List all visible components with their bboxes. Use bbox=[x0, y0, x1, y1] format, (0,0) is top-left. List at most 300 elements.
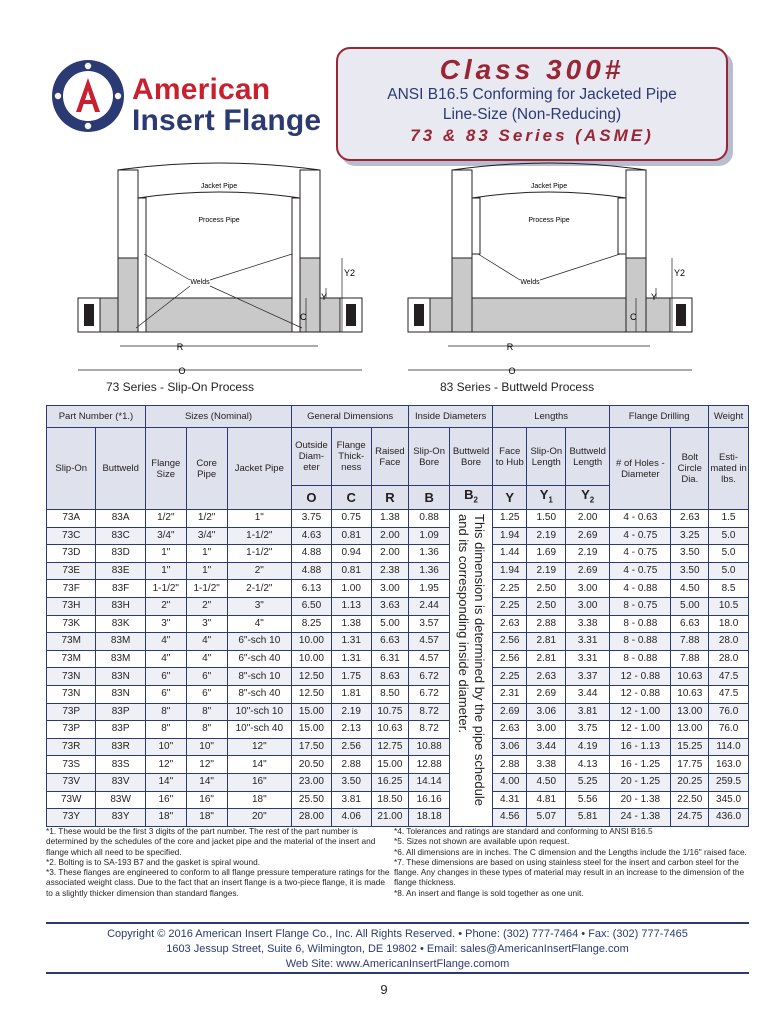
table-cell: 28.0 bbox=[709, 633, 749, 651]
table-cell: 10"-sch 10 bbox=[227, 703, 292, 721]
y-label: Y bbox=[651, 292, 658, 302]
table-cell: 12.88 bbox=[409, 756, 450, 774]
table-cell: 2.69 bbox=[527, 685, 566, 703]
table-cell: 12.75 bbox=[371, 738, 409, 756]
process-pipe-label: Process Pipe bbox=[198, 217, 240, 224]
table-cell: 21.00 bbox=[371, 809, 409, 827]
table-cell: 6.13 bbox=[292, 580, 332, 598]
col-weight: Esti-mated in lbs. bbox=[709, 428, 749, 510]
table-cell: 6" bbox=[145, 685, 186, 703]
group-flange-drilling: Flange Drilling bbox=[610, 406, 709, 428]
table-cell: 4.88 bbox=[292, 562, 332, 580]
table-cell: 15.00 bbox=[292, 721, 332, 739]
notes-right bbox=[394, 826, 749, 898]
table-cell: 3.81 bbox=[566, 703, 610, 721]
table-row bbox=[47, 791, 749, 809]
table-cell: 22.50 bbox=[671, 791, 709, 809]
table-cell: 3.63 bbox=[371, 597, 409, 615]
table-cell: 18.0 bbox=[709, 615, 749, 633]
table-cell: 114.0 bbox=[709, 738, 749, 756]
table-cell: 16.16 bbox=[409, 791, 450, 809]
table-cell: 6.72 bbox=[409, 685, 450, 703]
col-flange-thickness: Flange Thick-ness bbox=[331, 428, 371, 486]
col-buttweld: Buttweld bbox=[96, 428, 145, 510]
table-cell: 3.50 bbox=[671, 562, 709, 580]
welds-label: Welds bbox=[520, 279, 540, 286]
table-cell: 2.13 bbox=[331, 721, 371, 739]
table-cell: 3.44 bbox=[566, 685, 610, 703]
table-row bbox=[47, 597, 749, 615]
table-cell: 20 - 1.25 bbox=[610, 773, 671, 791]
table-cell: 73N bbox=[47, 668, 96, 686]
table-cell: 47.5 bbox=[709, 685, 749, 703]
table-cell: 1.81 bbox=[331, 685, 371, 703]
table-cell: 5.07 bbox=[527, 809, 566, 827]
brand-line-1: American bbox=[132, 73, 271, 106]
table-cell: 10.88 bbox=[409, 738, 450, 756]
table-cell: 3" bbox=[186, 615, 227, 633]
table-cell: 12" bbox=[145, 756, 186, 774]
table-cell: 83D bbox=[96, 545, 145, 563]
table-cell: 16" bbox=[186, 791, 227, 809]
table-cell: 73P bbox=[47, 703, 96, 721]
table-cell: 1.38 bbox=[371, 510, 409, 528]
col-slip-on-length: Slip-On Length bbox=[527, 428, 566, 486]
table-cell: 1.09 bbox=[409, 527, 450, 545]
buttweld-caption: 83 Series - Buttweld Process bbox=[440, 380, 595, 394]
company-logo bbox=[50, 58, 126, 134]
table-cell: 2.00 bbox=[566, 510, 610, 528]
table-cell: 3.06 bbox=[527, 703, 566, 721]
table-cell: 73P bbox=[47, 721, 96, 739]
table-cell: 1.94 bbox=[493, 562, 527, 580]
subtitle-line-size: Line-Size (Non-Reducing) bbox=[442, 106, 622, 123]
y2-label: Y2 bbox=[344, 268, 356, 278]
table-cell: 2.63 bbox=[527, 668, 566, 686]
table-cell: 5.0 bbox=[709, 562, 749, 580]
table-cell: 3" bbox=[227, 597, 292, 615]
table-cell: 4.50 bbox=[527, 773, 566, 791]
table-cell: 8" bbox=[186, 703, 227, 721]
welds-label: Welds bbox=[190, 279, 210, 286]
table-cell: 2" bbox=[227, 562, 292, 580]
table-cell: 5.00 bbox=[371, 615, 409, 633]
table-row bbox=[47, 562, 749, 580]
table-cell: 4.06 bbox=[331, 809, 371, 827]
table-cell: 83Y bbox=[96, 809, 145, 827]
table-cell: 2.56 bbox=[493, 633, 527, 651]
table-cell: 6" bbox=[186, 685, 227, 703]
table-cell: 163.0 bbox=[709, 756, 749, 774]
table-cell: 1.69 bbox=[527, 545, 566, 563]
table-cell: 14" bbox=[145, 773, 186, 791]
table-cell: 24 - 1.38 bbox=[610, 809, 671, 827]
col-face-to-hub: Face to Hub bbox=[493, 428, 527, 486]
table-cell: 0.75 bbox=[331, 510, 371, 528]
table-row bbox=[47, 703, 749, 721]
table-cell: 2.19 bbox=[566, 545, 610, 563]
table-cell: 4" bbox=[227, 615, 292, 633]
table-cell: 73E bbox=[47, 562, 96, 580]
table-cell: 83R bbox=[96, 738, 145, 756]
table-cell: 12 - 1.00 bbox=[610, 721, 671, 739]
table-row bbox=[47, 527, 749, 545]
buttweld-bore-note-text: This dimension is determined by the pipe schedule and its corresponding inside diameter. bbox=[456, 514, 488, 806]
table-cell: 10" bbox=[186, 738, 227, 756]
table-cell: 0.94 bbox=[331, 545, 371, 563]
table-cell: 3.50 bbox=[671, 545, 709, 563]
table-cell: 8.50 bbox=[371, 685, 409, 703]
table-cell: 1.36 bbox=[409, 562, 450, 580]
table-cell: 2.25 bbox=[493, 597, 527, 615]
table-cell: 345.0 bbox=[709, 791, 749, 809]
table-cell: 28.0 bbox=[709, 650, 749, 668]
table-cell: 8.72 bbox=[409, 703, 450, 721]
table-cell: 18" bbox=[186, 809, 227, 827]
table-cell: 2" bbox=[145, 597, 186, 615]
table-cell: 10.63 bbox=[371, 721, 409, 739]
table-cell: 3.31 bbox=[566, 650, 610, 668]
table-cell: 10.63 bbox=[671, 685, 709, 703]
table-cell: 15.00 bbox=[371, 756, 409, 774]
brand-line-2: Insert Flange bbox=[132, 104, 322, 137]
symbol-b2: $B_2$ bbox=[450, 486, 493, 510]
table-cell: 6.63 bbox=[671, 615, 709, 633]
table-cell: 73K bbox=[47, 615, 96, 633]
process-pipe-label: Process Pipe bbox=[528, 217, 570, 224]
symbol-y: Y bbox=[493, 486, 527, 510]
table-cell: 1.95 bbox=[409, 580, 450, 598]
dimensions-table bbox=[46, 405, 749, 827]
table-cell: 2" bbox=[186, 597, 227, 615]
table-cell: 4 - 0.63 bbox=[610, 510, 671, 528]
r-label: R bbox=[506, 342, 514, 352]
group-inside-diameters: Inside Diameters bbox=[409, 406, 493, 428]
table-cell: 2.56 bbox=[331, 738, 371, 756]
table-cell: 10.00 bbox=[292, 650, 332, 668]
note-item: *3. These flanges are engineered to conform to all flange pressure temperature ratings for the associated weight class. Due to the fact that an insert flange is a two-piece flange, it is made to a slightly thicker dimension than standard flanges. bbox=[46, 867, 390, 898]
table-cell: 3.31 bbox=[566, 633, 610, 651]
table-cell: 83H bbox=[96, 597, 145, 615]
table-cell: 259.5 bbox=[709, 773, 749, 791]
series-title: 73 & 83 Series (ASME) bbox=[410, 126, 654, 145]
y2-label: Y2 bbox=[674, 268, 686, 278]
table-cell: 1.25 bbox=[493, 510, 527, 528]
table-cell: 3.00 bbox=[371, 580, 409, 598]
note-item: *7. These dimensions are based on using stainless steel for the insert and carbon steel for the flange. Any changes in these types of material may result in an increase to the dimension of the flange thickness. bbox=[394, 856, 745, 888]
table-cell: 73F bbox=[47, 580, 96, 598]
table-row bbox=[47, 773, 749, 791]
table-cell: 3.00 bbox=[566, 580, 610, 598]
table-cell: 12 - 0.88 bbox=[610, 685, 671, 703]
table-cell: 2.00 bbox=[371, 527, 409, 545]
buttweld-drawing bbox=[400, 158, 700, 380]
table-cell: 3.57 bbox=[409, 615, 450, 633]
table-cell: 10.63 bbox=[671, 668, 709, 686]
table-cell: 4" bbox=[186, 633, 227, 651]
table-cell: 7.88 bbox=[671, 633, 709, 651]
table-cell: 8 - 0.75 bbox=[610, 597, 671, 615]
table-cell: 8.25 bbox=[292, 615, 332, 633]
table-cell: 10.75 bbox=[371, 703, 409, 721]
table-cell: 4.56 bbox=[493, 809, 527, 827]
table-cell: 20.50 bbox=[292, 756, 332, 774]
table-cell: 1.13 bbox=[331, 597, 371, 615]
table-cell: 15.25 bbox=[671, 738, 709, 756]
table-cell: 47.5 bbox=[709, 668, 749, 686]
table-cell: 2.50 bbox=[527, 597, 566, 615]
table-cell: 6.63 bbox=[371, 633, 409, 651]
table-cell: 20" bbox=[227, 809, 292, 827]
table-row bbox=[47, 809, 749, 827]
col-slip-on-bore: Slip-On Bore bbox=[409, 428, 450, 486]
footer-copyright: Copyright © 2016 American Insert Flange Co., Inc. All Rights Reserved. • Phone: (302) 777-7464 • Fax: (302) 777-7465 bbox=[107, 928, 688, 940]
table-cell: 83P bbox=[96, 721, 145, 739]
table-cell: 8.72 bbox=[409, 721, 450, 739]
table-cell: 3.75 bbox=[292, 510, 332, 528]
o-label: O bbox=[178, 366, 186, 376]
table-cell: 83S bbox=[96, 756, 145, 774]
notes-left bbox=[46, 826, 390, 898]
table-cell: 6" bbox=[186, 668, 227, 686]
table-cell: 2.56 bbox=[493, 650, 527, 668]
table-cell: 1" bbox=[186, 562, 227, 580]
group-sizes: Sizes (Nominal) bbox=[145, 406, 291, 428]
table-cell: 16 - 1.25 bbox=[610, 756, 671, 774]
table-cell: 3.00 bbox=[527, 721, 566, 739]
table-cell: 8" bbox=[145, 721, 186, 739]
footer bbox=[46, 922, 749, 974]
table-cell: 7.88 bbox=[671, 650, 709, 668]
col-raised-face: Raised Face bbox=[371, 428, 409, 486]
table-cell: 4.57 bbox=[409, 650, 450, 668]
table-cell: 1" bbox=[227, 510, 292, 528]
table-cell: 12.50 bbox=[292, 685, 332, 703]
table-cell: 16.25 bbox=[371, 773, 409, 791]
note-item: *8. An insert and flange is sold together as one unit. bbox=[394, 887, 584, 898]
table-cell: 0.88 bbox=[409, 510, 450, 528]
table-cell: 4.13 bbox=[566, 756, 610, 774]
note-item: *1. These would be the first 3 digits of the part number. The rest of the part number is determined by the schedules of the core and jacket pipe and the material of the insert and flange which all need to be specified. bbox=[46, 826, 376, 857]
table-cell: 1-1/2" bbox=[186, 580, 227, 598]
symbol-y1: $Y_1$ bbox=[527, 486, 566, 510]
table-cell: 76.0 bbox=[709, 703, 749, 721]
table-cell: 2.88 bbox=[493, 756, 527, 774]
table-cell: 14" bbox=[186, 773, 227, 791]
page-number: 9 bbox=[380, 982, 388, 997]
note-item: *4. Tolerances and ratings are standard and conforming to ANSI B16.5 bbox=[394, 826, 653, 836]
table-cell: 2.38 bbox=[371, 562, 409, 580]
table-row bbox=[47, 633, 749, 651]
table-cell: 73S bbox=[47, 756, 96, 774]
table-cell: 4.57 bbox=[409, 633, 450, 651]
table-cell: 2.81 bbox=[527, 633, 566, 651]
table-cell: 8.5 bbox=[709, 580, 749, 598]
table-cell: 6" bbox=[145, 668, 186, 686]
group-part-number: Part Number (*1.) bbox=[47, 406, 146, 428]
table-cell: 8 - 0.88 bbox=[610, 650, 671, 668]
table-row bbox=[47, 615, 749, 633]
table-cell: 73Y bbox=[47, 809, 96, 827]
table-cell: 1" bbox=[145, 562, 186, 580]
table-cell: 2.50 bbox=[527, 580, 566, 598]
col-holes: # of Holes - Diameter bbox=[610, 428, 671, 510]
table-cell: 0.81 bbox=[331, 527, 371, 545]
table-cell: 24.75 bbox=[671, 809, 709, 827]
table-cell: 2.00 bbox=[371, 545, 409, 563]
table-cell: 4.88 bbox=[292, 545, 332, 563]
table-cell: 3" bbox=[145, 615, 186, 633]
table-cell: 1.50 bbox=[527, 510, 566, 528]
table-cell: 4 - 0.75 bbox=[610, 527, 671, 545]
table-cell: 2.81 bbox=[527, 650, 566, 668]
table-cell: 18.18 bbox=[409, 809, 450, 827]
table-cell: 1/2" bbox=[145, 510, 186, 528]
table-cell: 3.50 bbox=[331, 773, 371, 791]
table-row bbox=[47, 756, 749, 774]
buttweld-bore-note bbox=[450, 510, 493, 827]
table-cell: 2.69 bbox=[566, 562, 610, 580]
table-row bbox=[47, 685, 749, 703]
table-cell: 1.31 bbox=[331, 650, 371, 668]
table-cell: 5.81 bbox=[566, 809, 610, 827]
table-cell: 3/4" bbox=[145, 527, 186, 545]
table-cell: 12.50 bbox=[292, 668, 332, 686]
symbol-o: O bbox=[292, 486, 332, 510]
table-cell: 4.19 bbox=[566, 738, 610, 756]
table-cell: 436.0 bbox=[709, 809, 749, 827]
symbol-c: C bbox=[331, 486, 371, 510]
table-cell: 3.06 bbox=[493, 738, 527, 756]
table-cell: 10" bbox=[145, 738, 186, 756]
table-cell: 83E bbox=[96, 562, 145, 580]
table-cell: 2.44 bbox=[409, 597, 450, 615]
table-cell: 5.25 bbox=[566, 773, 610, 791]
col-outside-diameter: Outside Diam-eter bbox=[292, 428, 332, 486]
jacket-pipe-label: Jacket Pipe bbox=[530, 183, 568, 190]
table-cell: 1-1/2" bbox=[145, 580, 186, 598]
table-cell: 6.72 bbox=[409, 668, 450, 686]
table-cell: 3.25 bbox=[671, 527, 709, 545]
table-cell: 4.81 bbox=[527, 791, 566, 809]
table-cell: 8 - 0.88 bbox=[610, 615, 671, 633]
table-cell: 4.31 bbox=[493, 791, 527, 809]
table-cell: 12" bbox=[186, 756, 227, 774]
table-cell: 8"-sch 40 bbox=[227, 685, 292, 703]
table-cell: 13.00 bbox=[671, 703, 709, 721]
table-cell: 14.14 bbox=[409, 773, 450, 791]
symbol-y2: $Y_2$ bbox=[566, 486, 610, 510]
col-buttweld-bore: Buttweld Bore bbox=[450, 428, 493, 486]
col-buttweld-length: Buttweld Length bbox=[566, 428, 610, 486]
table-cell: 6"-sch 10 bbox=[227, 633, 292, 651]
table-cell: 1-1/2" bbox=[227, 527, 292, 545]
table-row bbox=[47, 580, 749, 598]
table-cell: 3.38 bbox=[527, 756, 566, 774]
table-cell: 12 - 0.88 bbox=[610, 668, 671, 686]
table-cell: 2.88 bbox=[331, 756, 371, 774]
table-cell: 12 - 1.00 bbox=[610, 703, 671, 721]
table-cell: 8"-sch 10 bbox=[227, 668, 292, 686]
table-cell: 18" bbox=[145, 809, 186, 827]
col-bolt-circle: Bolt Circle Dia. bbox=[671, 428, 709, 510]
table-cell: 73W bbox=[47, 791, 96, 809]
table-row bbox=[47, 668, 749, 686]
table-cell: 2.25 bbox=[493, 668, 527, 686]
c-label: C bbox=[630, 312, 637, 322]
table-cell: 4.00 bbox=[493, 773, 527, 791]
symbol-b: B bbox=[409, 486, 450, 510]
table-cell: 2.19 bbox=[527, 527, 566, 545]
footer-address: 1603 Jessup Street, Suite 6, Wilmington, DE 19802 • Email: sales@AmericanInsertFlange.com bbox=[166, 943, 629, 955]
table-cell: 2.25 bbox=[493, 580, 527, 598]
table-cell: 2.19 bbox=[527, 562, 566, 580]
table-cell: 5.0 bbox=[709, 527, 749, 545]
table-cell: 73N bbox=[47, 685, 96, 703]
group-general-dimensions: General Dimensions bbox=[292, 406, 409, 428]
table-cell: 2.88 bbox=[527, 615, 566, 633]
table-cell: 4 - 0.75 bbox=[610, 562, 671, 580]
table-cell: 83C bbox=[96, 527, 145, 545]
table-cell: 1.00 bbox=[331, 580, 371, 598]
table-cell: 16 - 1.13 bbox=[610, 738, 671, 756]
col-slip-on: Slip-On bbox=[47, 428, 96, 510]
note-item: *2. Bolting is to SA-193 B7 and the gasket is spiral wound. bbox=[46, 856, 261, 867]
table-cell: 17.50 bbox=[292, 738, 332, 756]
table-row bbox=[47, 721, 749, 739]
table-cell: 83P bbox=[96, 703, 145, 721]
table-row bbox=[47, 650, 749, 668]
c-label: C bbox=[300, 312, 307, 322]
table-cell: 23.00 bbox=[292, 773, 332, 791]
table-cell: 4" bbox=[145, 633, 186, 651]
table-cell: 83K bbox=[96, 615, 145, 633]
table-cell: 1.31 bbox=[331, 633, 371, 651]
table-cell: 83M bbox=[96, 633, 145, 651]
table-cell: 2.69 bbox=[566, 527, 610, 545]
table-cell: 73R bbox=[47, 738, 96, 756]
col-flange-size: Flange Size bbox=[145, 428, 186, 510]
table-row bbox=[47, 545, 749, 563]
o-label: O bbox=[508, 366, 516, 376]
table-cell: 4 - 0.75 bbox=[610, 545, 671, 563]
table-cell: 73M bbox=[47, 633, 96, 651]
title-box bbox=[336, 47, 728, 161]
table-cell: 73A bbox=[47, 510, 96, 528]
table-row bbox=[47, 738, 749, 756]
y-label: Y bbox=[321, 292, 328, 302]
table-cell: 1/2" bbox=[186, 510, 227, 528]
table-cell: 10.5 bbox=[709, 597, 749, 615]
jacket-pipe-label: Jacket Pipe bbox=[200, 183, 238, 190]
table-cell: 8.63 bbox=[371, 668, 409, 686]
table-cell: 3/4" bbox=[186, 527, 227, 545]
table-cell: 1.5 bbox=[709, 510, 749, 528]
table-cell: 2.69 bbox=[493, 703, 527, 721]
table-cell: 76.0 bbox=[709, 721, 749, 739]
table-cell: 25.50 bbox=[292, 791, 332, 809]
table-cell: 2.63 bbox=[671, 510, 709, 528]
note-item: *5. Sizes not shown are available upon request. bbox=[394, 836, 570, 847]
table-cell: 83W bbox=[96, 791, 145, 809]
table-cell: 2-1/2" bbox=[227, 580, 292, 598]
table-cell: 73C bbox=[47, 527, 96, 545]
table-cell: 3.81 bbox=[331, 791, 371, 809]
col-core-pipe: Core Pipe bbox=[186, 428, 227, 510]
table-cell: 5.0 bbox=[709, 545, 749, 563]
table-cell: 4" bbox=[145, 650, 186, 668]
table-cell: 4" bbox=[186, 650, 227, 668]
